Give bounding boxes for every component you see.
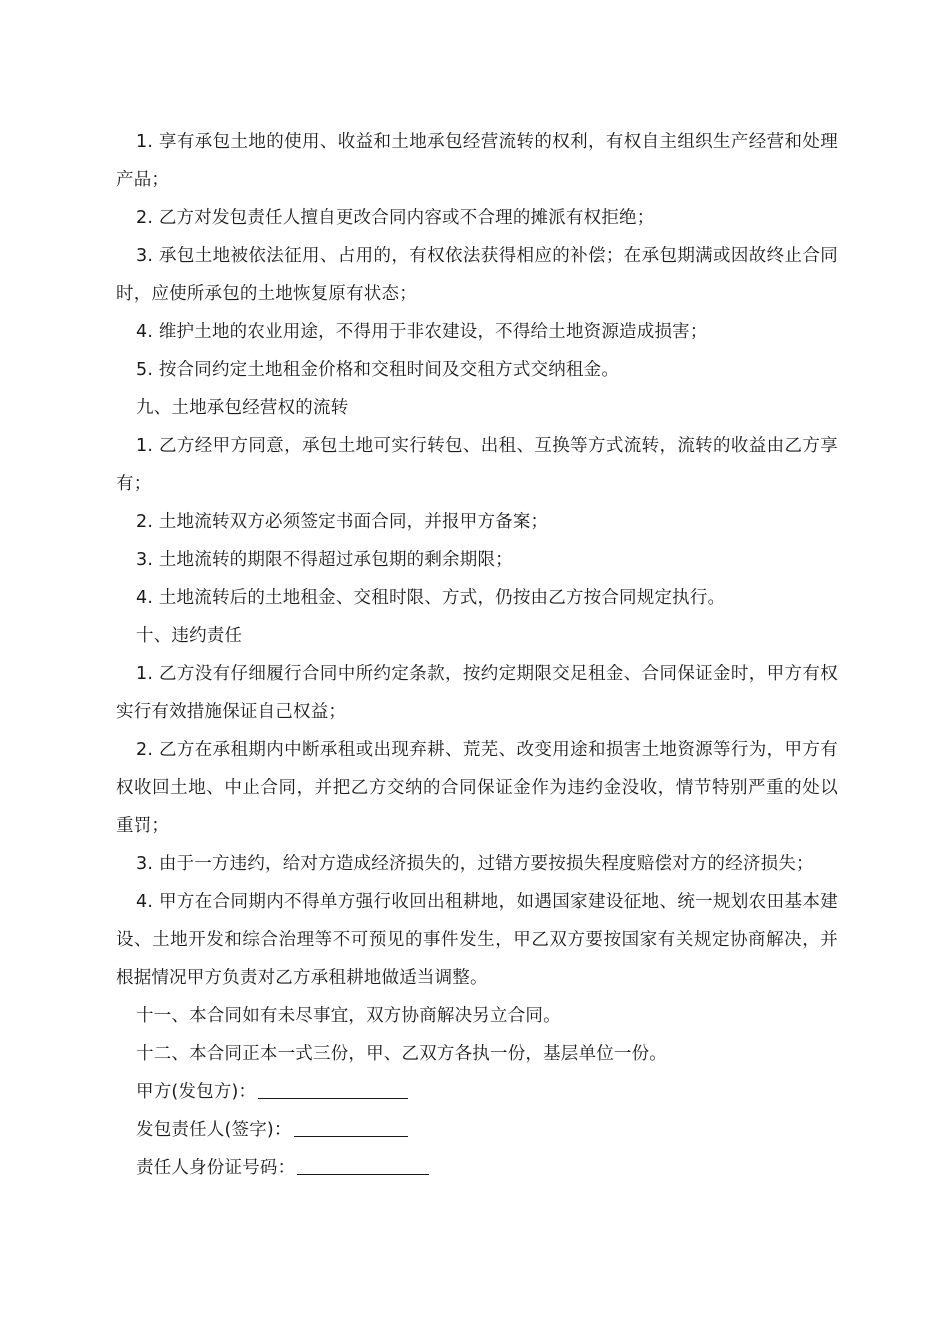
signature-blank[interactable] bbox=[294, 1114, 408, 1137]
clause-paragraph: 1. 享有承包土地的使用、收益和土地承包经营流转的权利，有权自主组织生产经营和处理产品； bbox=[116, 132, 838, 190]
signature-blank[interactable] bbox=[297, 1152, 429, 1175]
clause-paragraph: 5. 按合同约定土地租金价格和交租时间及交租方式交纳租金。 bbox=[136, 360, 620, 380]
clause-paragraph: 3. 承包土地被依法征用、占用的，有权依法获得相应的补偿；在承包期满或因故终止合同时，应使所承包的土地恢复原有状态； bbox=[116, 246, 838, 304]
clause-paragraph: 3. 土地流转的期限不得超过承包期的剩余期限； bbox=[136, 550, 513, 570]
clause-paragraph: 4. 土地流转后的土地租金、交租时限、方式，仍按由乙方按合同规定执行。 bbox=[136, 588, 726, 608]
signature-blank[interactable] bbox=[258, 1076, 408, 1099]
signature-label: 甲方(发包方)： bbox=[136, 1082, 257, 1102]
clause-paragraph: 2. 乙方在承租期内中断承租或出现弃耕、荒芜、改变用途和损害土地资源等行为，甲方有权收回土地、中止合同，并把乙方交纳的合同保证金作为违约金没收，情节特别严重的处以重罚； bbox=[116, 740, 838, 836]
clause-paragraph: 2. 土地流转双方必须签定书面合同，并报甲方备案； bbox=[136, 512, 549, 532]
clause-paragraph: 4. 维护土地的农业用途，不得用于非农建设，不得给土地资源造成损害； bbox=[136, 322, 708, 342]
section-heading: 十二、本合同正本一式三份，甲、乙双方各执一份，基层单位一份。 bbox=[136, 1044, 667, 1064]
clause-paragraph: 1. 乙方经甲方同意，承包土地可实行转包、出租、互换等方式流转，流转的收益由乙方享有； bbox=[116, 436, 838, 494]
signature-label: 发包责任人(签字)： bbox=[136, 1120, 292, 1140]
signature-line-party-a bbox=[116, 1073, 838, 1111]
signature-line-responsible-person bbox=[116, 1111, 838, 1149]
signature-label: 责任人身份证号码： bbox=[136, 1158, 296, 1178]
clause-paragraph: 4. 甲方在合同期内不得单方强行收回出租耕地，如遇国家建设征地、统一规划农田基本建设、土地开发和综合治理等不可预见的事件发生，甲乙双方要按国家有关规定协商解决，并根据情况甲方负责对乙方承租耕地做适当调整。 bbox=[116, 892, 838, 988]
clause-paragraph: 3. 由于一方违约，给对方造成经济损失的，过错方要按损失程度赔偿对方的经济损失； bbox=[136, 854, 814, 874]
clause-paragraph: 2. 乙方对发包责任人擅自更改合同内容或不合理的摊派有权拒绝； bbox=[136, 208, 655, 228]
section-heading: 十一、本合同如有未尽事宜，双方协商解决另立合同。 bbox=[136, 1006, 561, 1026]
signature-line-id-number bbox=[116, 1149, 838, 1187]
contract-body bbox=[116, 123, 838, 1187]
section-heading: 十、违约责任 bbox=[136, 626, 243, 646]
section-heading: 九、土地承包经营权的流转 bbox=[136, 398, 349, 418]
clause-paragraph: 1. 乙方没有仔细履行合同中所约定条款，按约定期限交足租金、合同保证金时，甲方有权实行有效措施保证自己权益； bbox=[116, 664, 838, 722]
